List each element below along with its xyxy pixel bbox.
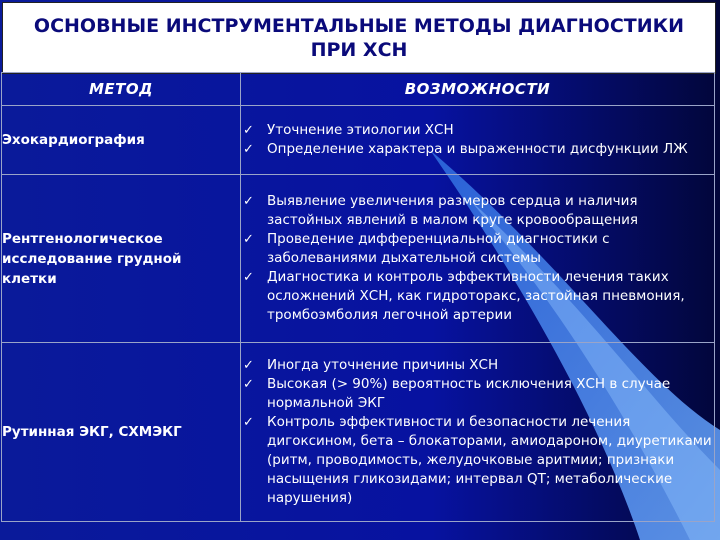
capabilities-list xyxy=(241,192,714,325)
diagnostics-table xyxy=(1,72,715,522)
list-item xyxy=(241,413,714,508)
check-icon: ✓ xyxy=(243,123,254,138)
check-icon: ✓ xyxy=(243,377,254,392)
header-capabilities: ВОЗМОЖНОСТИ xyxy=(241,73,715,106)
item-text: Проведение дифференциальной диагностики с заболеваниями дыхательной системы xyxy=(267,231,610,266)
table-row xyxy=(2,175,715,343)
check-icon: ✓ xyxy=(243,142,254,157)
item-text: Иногда уточнение причины ХСН xyxy=(267,357,499,373)
item-text: Контроль эффективности и безопасности лечения дигоксином, бета – блокаторами, амиодароном, диуретиками (ритм, проводимость, желудочковые аритмии; признаки насыщения гликозидами; интервал QT; метаболические нарушения) xyxy=(267,414,712,506)
table-header-row xyxy=(2,73,715,106)
item-text: Определение характера и выраженности дисфункции ЛЖ xyxy=(267,141,688,157)
method-cell: Рентгенологическое исследование грудной клетки xyxy=(2,175,241,343)
capabilities-cell xyxy=(241,175,715,343)
list-item xyxy=(241,140,714,159)
check-icon: ✓ xyxy=(243,194,254,209)
list-item xyxy=(241,230,714,268)
method-cell: Эхокардиография xyxy=(2,106,241,175)
item-text: Выявление увеличения размеров сердца и наличия застойных явлений в малом круге кровообращения xyxy=(267,193,639,228)
capabilities-list xyxy=(241,121,714,159)
item-text: Высокая (> 90%) вероятность исключения ХСН в случае нормальной ЭКГ xyxy=(267,376,671,411)
table-row xyxy=(2,106,715,175)
list-item xyxy=(241,356,714,375)
title-box xyxy=(2,2,716,74)
list-item xyxy=(241,192,714,230)
check-icon: ✓ xyxy=(243,415,254,430)
item-text: Диагностика и контроль эффективности лечения таких осложнений ХСН, как гидроторакс, застойная пневмония, тромбоэмболия легочной артерии xyxy=(267,269,685,323)
method-cell: Рутинная ЭКГ, СХМЭКГ xyxy=(2,343,241,522)
slide-title: ОСНОВНЫЕ ИНСТРУМЕНТАЛЬНЫЕ МЕТОДЫ ДИАГНОСТИКИ ПРИ ХСН xyxy=(33,15,685,61)
list-item xyxy=(241,121,714,140)
check-icon: ✓ xyxy=(243,232,254,247)
capabilities-list xyxy=(241,356,714,508)
capabilities-cell xyxy=(241,106,715,175)
capabilities-cell xyxy=(241,343,715,522)
item-text: Уточнение этиологии ХСН xyxy=(267,122,454,138)
list-item xyxy=(241,375,714,413)
check-icon: ✓ xyxy=(243,358,254,373)
check-icon: ✓ xyxy=(243,270,254,285)
list-item xyxy=(241,268,714,325)
header-method: МЕТОД xyxy=(2,73,241,106)
table-row xyxy=(2,343,715,522)
